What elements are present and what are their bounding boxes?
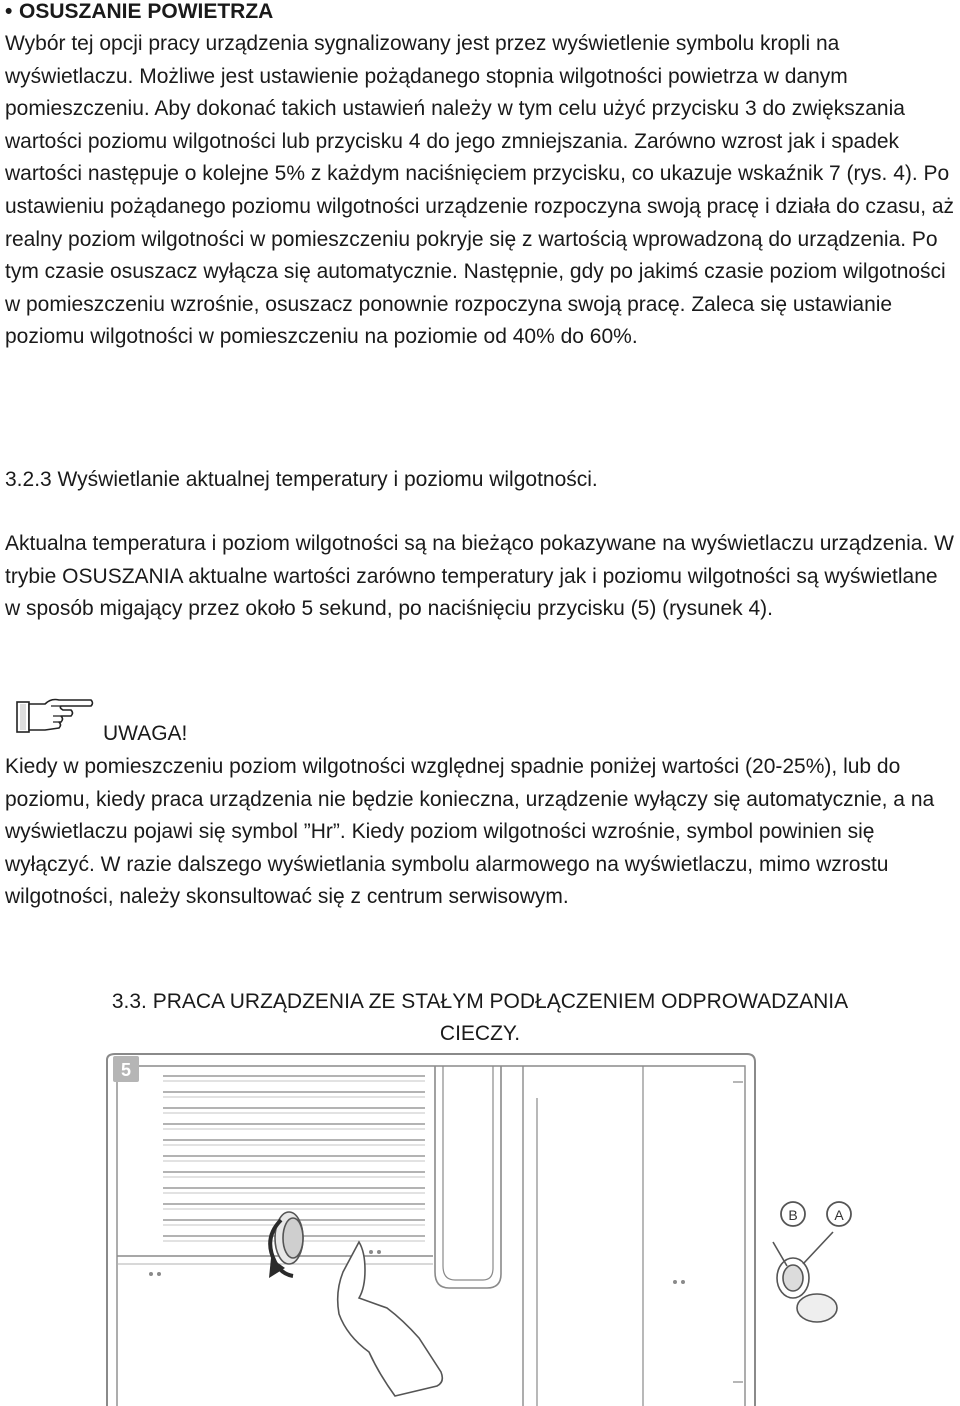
warning-paragraph: Kiedy w pomieszczeniu poziom wilgotności względnej spadnie poniżej wartości (20-25%), lub do poziomu, kiedy praca urządzenia nie będzie konieczna, urządzenie wyłączy się automatycznie, a na wyświetlaczu pojawi się symbol ”Hr”. Kiedy poziom wilgotności wzrośnie, symbol powinien się wyłączyć. W razie dalszego wyświetlania symbolu alarmowego na wyświetlaczu, mimo wzrostu wilgotności, należy skonsultować się z centrum serwisowym. xyxy=(5,755,935,909)
section-title xyxy=(5,0,273,28)
dehumidify-paragraph: Wybór tej opcji pracy urządzenia sygnalizowany jest przez wyświetlenie symbolu kropli na wyświetlaczu. Możliwe jest ustawienie pożądanego stopnia wilgotności powietrza w danym pomieszczeniu. Aby dokonać takich ustawień należy w tym celu użyć przycisku 3 do zwiększania wartości poziomu wilgotności lub przycisku 4 do jego zmniejszania. Zarówno wzrost jak i spadek wartości następuje o kolejne 5% z każdym naciśnięciem przycisku, co ukazuje wskaźnik 7 (rys. 4). Po ustawieniu pożądanego poziomu wilgotności urządzenie rozpoczyna swoją pracę i działa do czasu, aż realny poziom wilgotności w pomieszczeniu pokryje się z wartością wprowadzoną do urządzenia. Po tym czasie osuszacz wyłącza się automatycznie. Następnie, gdy po jakimś czasie poziom wilgotności w pomieszczeniu wzrośnie, osuszacz ponownie rozpoczyna swoją pracę. Zaleca się ustawianie poziomu wilgotności w pomieszczeniu na poziomie od 40% do 60%. xyxy=(5,32,955,349)
label-a: A xyxy=(834,1207,844,1223)
figure-5-illustration xyxy=(103,1052,861,1406)
label-b: B xyxy=(788,1207,798,1223)
warning-label: UWAGA! xyxy=(103,722,188,745)
bullet: • xyxy=(5,0,13,23)
pointing-hand-icon xyxy=(15,692,95,736)
figure-number: 5 xyxy=(120,1060,132,1080)
display-paragraph: Aktualna temperatura i poziom wilgotności są na bieżąco pokazywane na wyświetlaczu urządzenia. W trybie OSUSZANIA aktualne wartości zarówno temperatury jak i poziomu wilgotności są wyświetlane w sposób migający przez około 5 sekund, po naciśnięciu przycisku (5) (rysunek 4). xyxy=(5,532,954,621)
subsection-heading: 3.2.3 Wyświetlanie aktualnej temperatury i poziomu wilgotności. xyxy=(5,468,598,491)
section-title-text: OSUSZANIE POWIETRZA xyxy=(19,0,274,23)
section-3-3-heading-line1: 3.3. PRACA URZĄDZENIA ZE STAŁYM PODŁĄCZENIEM ODPROWADZANIA xyxy=(111,990,849,1013)
section-3-3-heading-line2: CIECZY. xyxy=(439,1022,521,1045)
